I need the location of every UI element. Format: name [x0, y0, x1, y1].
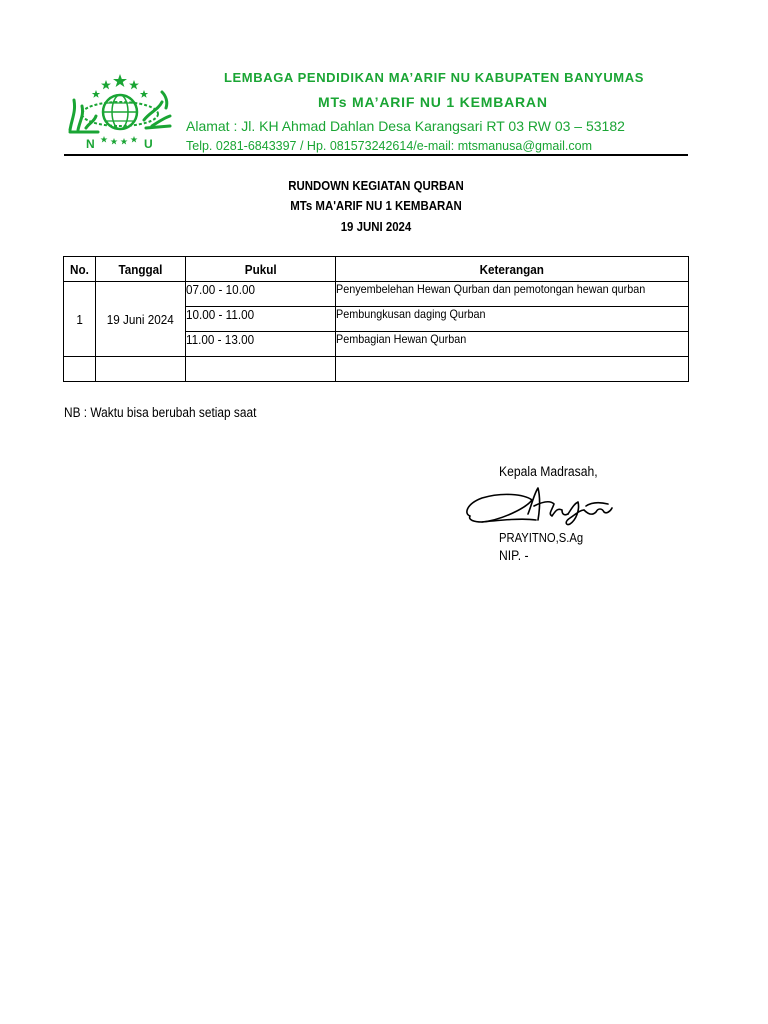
- header-tanggal: Tanggal: [96, 257, 186, 282]
- cell-keterangan: Pembungkusan daging Qurban: [336, 307, 689, 332]
- cell-pukul: 11.00 - 13.00: [186, 332, 336, 357]
- cell-tanggal: 19 Juni 2024: [96, 282, 186, 357]
- letterhead-divider: [64, 154, 688, 156]
- handwritten-signature: [462, 480, 622, 532]
- institution-name: LEMBAGA PENDIDIKAN MA’ARIF NU KABUPATEN BANYUMAS: [224, 70, 644, 85]
- signatory-name: PRAYITNO,S.Ag: [499, 531, 584, 545]
- logo-letter-n: N: [86, 137, 95, 151]
- cell-empty: [96, 357, 186, 382]
- cell-empty: [186, 357, 336, 382]
- cell-empty: [336, 357, 689, 382]
- signatory-position: Kepala Madrasah,: [499, 464, 598, 479]
- document-subtitle-date: 19 JUNI 2024: [340, 219, 412, 234]
- table-row-empty: [64, 357, 689, 382]
- document-subtitle-school: MTs MA'ARIF NU 1 KEMBARAN: [290, 198, 462, 213]
- cell-no: 1: [64, 282, 96, 357]
- school-contact: Telp. 0281-6843397 / Hp. 081573242614/e-mail: mtsmanusa@gmail.com: [186, 139, 592, 153]
- school-address: Alamat : Jl. KH Ahmad Dahlan Desa Karangsari RT 03 RW 03 – 53182: [186, 118, 625, 134]
- header-keterangan: Keterangan: [336, 257, 689, 282]
- header-pukul: Pukul: [186, 257, 336, 282]
- signatory-nip: NIP. -: [499, 548, 529, 563]
- table-row: [64, 282, 689, 307]
- cell-keterangan: Penyembelehan Hewan Qurban dan pemotongan hewan qurban: [336, 282, 689, 307]
- cell-keterangan: Pembagian Hewan Qurban: [336, 332, 689, 357]
- nu-logo: [66, 72, 174, 154]
- note-text: NB : Waktu bisa berubah setiap saat: [64, 405, 257, 420]
- cell-empty: [64, 357, 96, 382]
- logo-letter-u: U: [144, 137, 153, 151]
- document-title: RUNDOWN KEGIATAN QURBAN: [288, 178, 464, 193]
- rundown-table: [63, 256, 689, 382]
- cell-pukul: 10.00 - 11.00: [186, 307, 336, 332]
- table-header-row: [64, 257, 689, 282]
- header-no: No.: [64, 257, 96, 282]
- school-name: MTs MA’ARIF NU 1 KEMBARAN: [318, 94, 548, 110]
- cell-pukul: 07.00 - 10.00: [186, 282, 336, 307]
